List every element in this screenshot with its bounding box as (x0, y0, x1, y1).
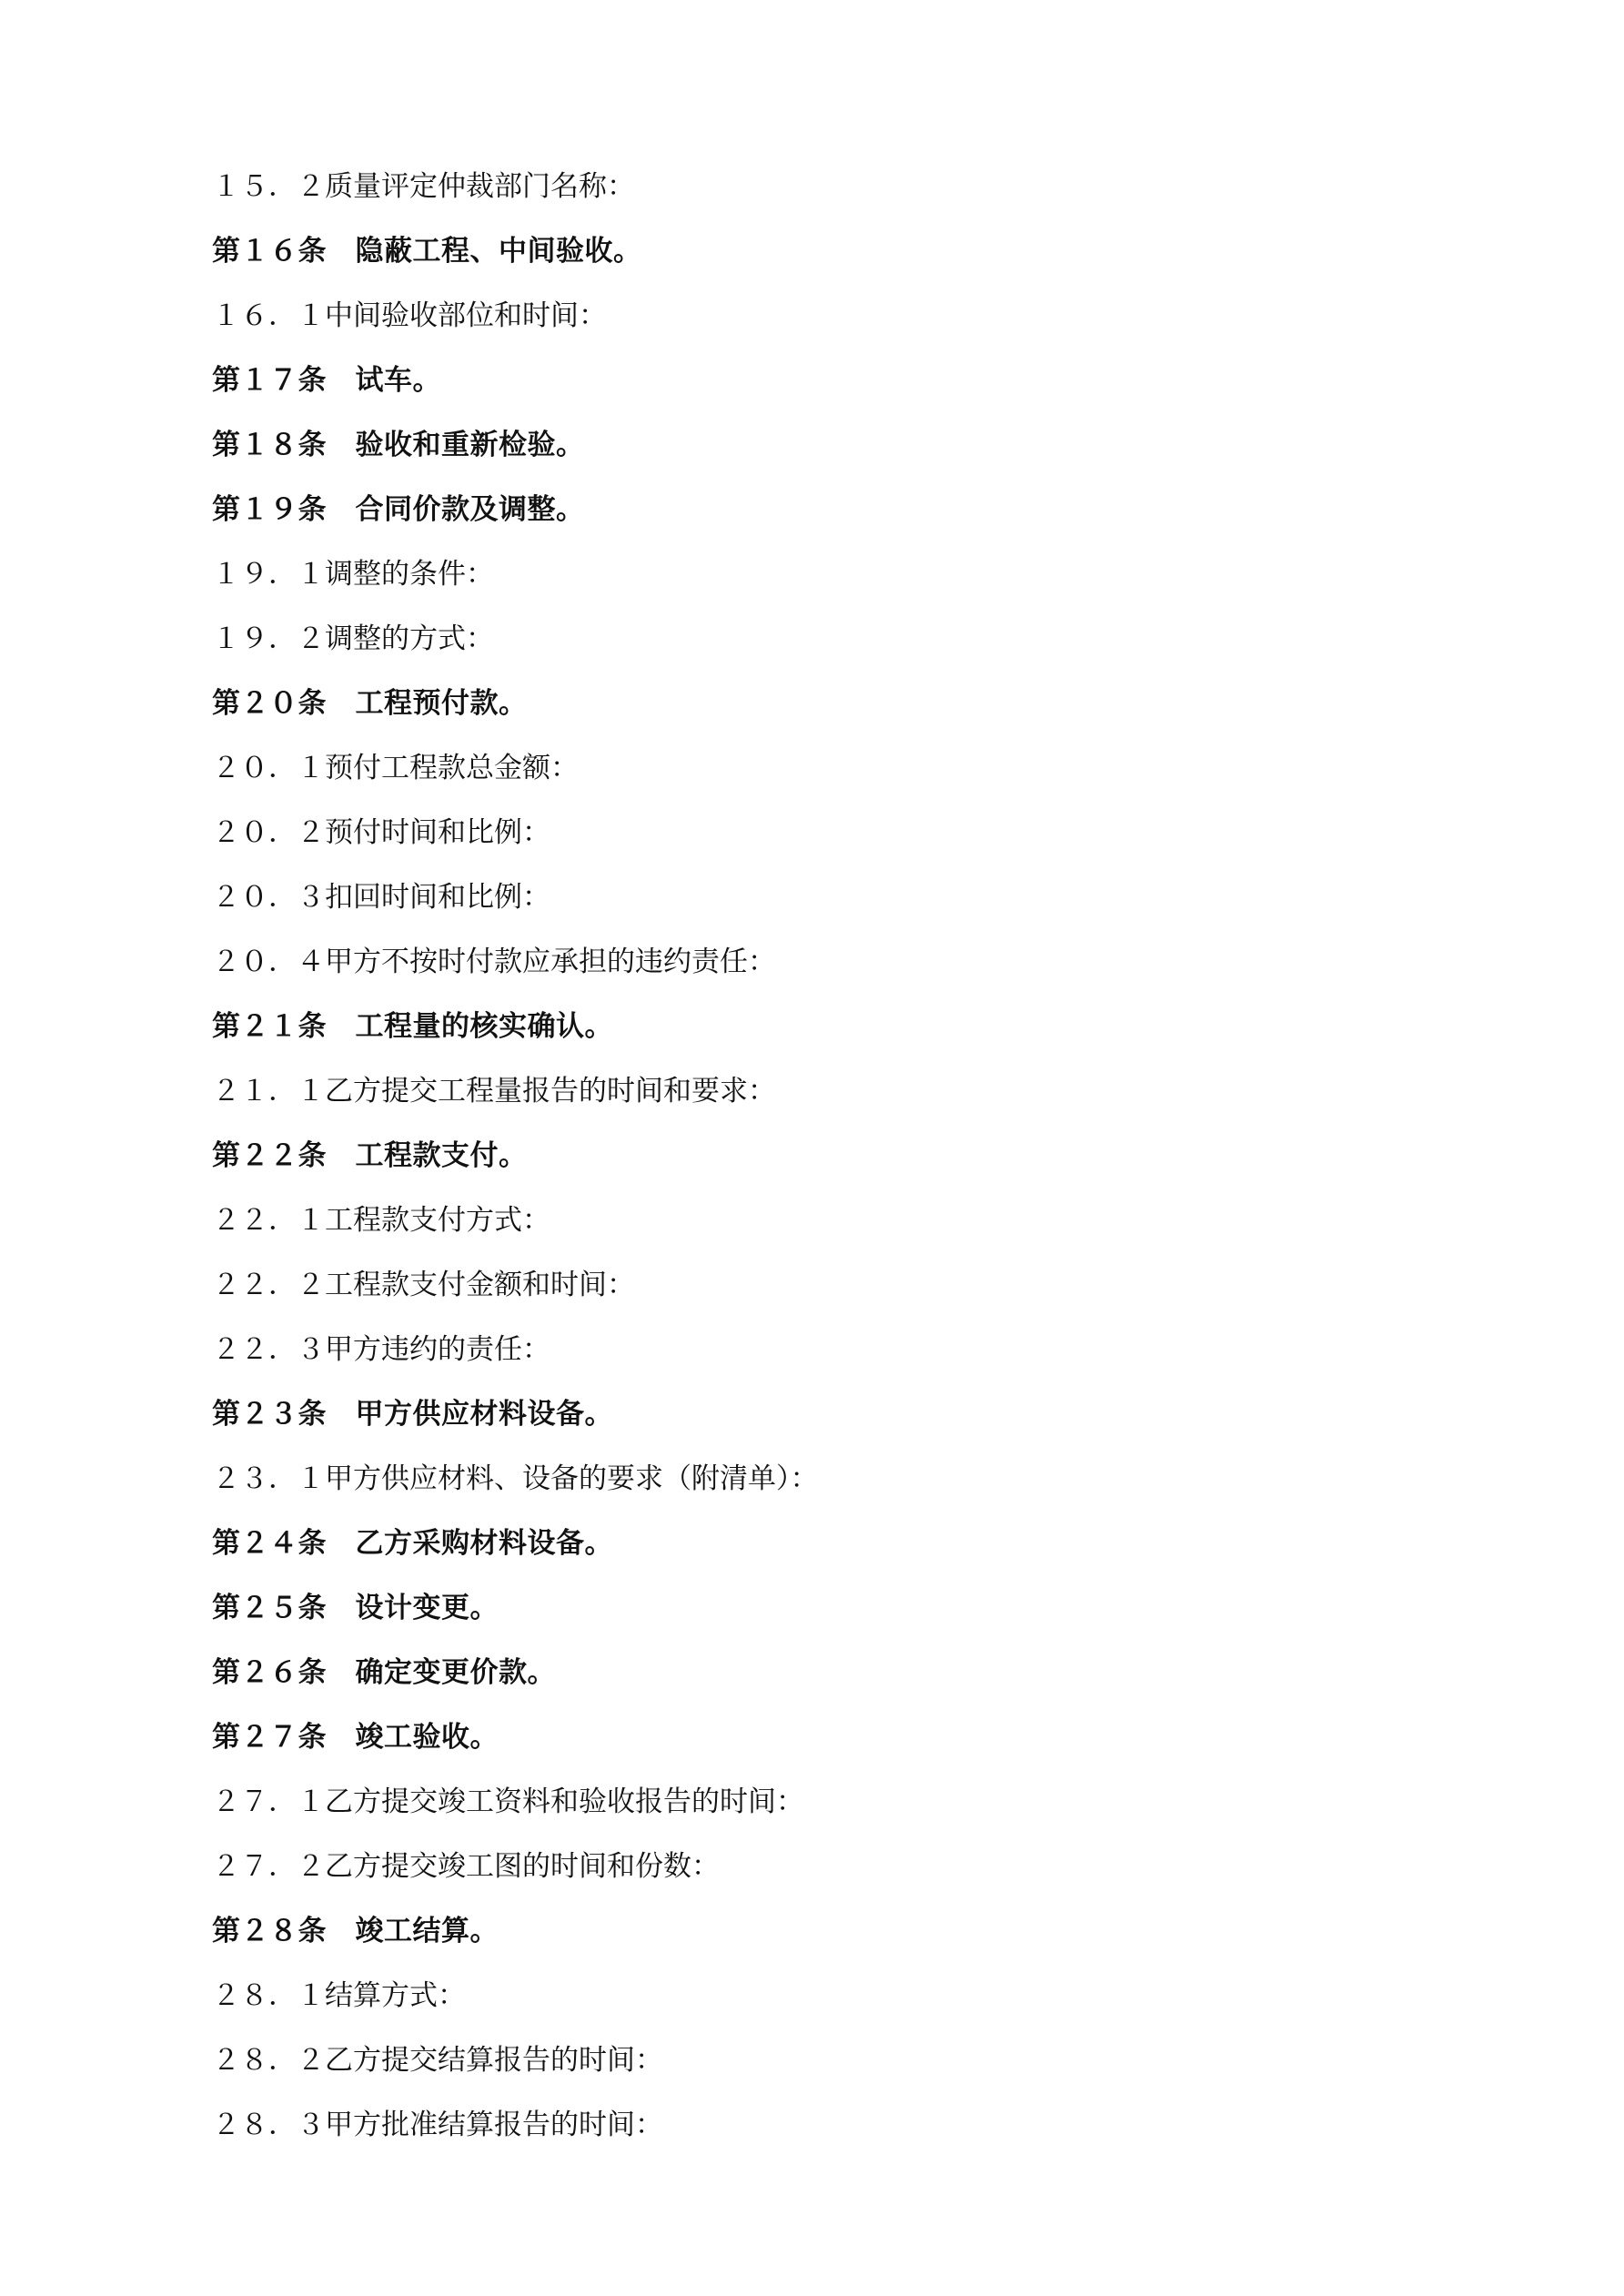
clause-28-2: ２８．２乙方提交结算报告的时间： (212, 2044, 663, 2077)
clause-22-1: ２２．１工程款支付方式： (212, 1204, 550, 1237)
article-24-heading: 第２４条 乙方采购材料设备。 (212, 1527, 613, 1560)
clause-16-1: １６．１中间验收部位和时间： (212, 299, 607, 332)
clause-22-3: ２２．３甲方违约的责任： (212, 1333, 550, 1366)
article-23-heading: 第２３条 甲方供应材料设备。 (212, 1398, 613, 1431)
clause-20-3: ２０．３扣回时间和比例： (212, 881, 550, 914)
clause-19-1: １９．１调整的条件： (212, 558, 494, 591)
clause-20-4: ２０．４甲方不按时付款应承担的违约责任： (212, 946, 776, 978)
article-28-heading: 第２８条 竣工结算。 (212, 1915, 499, 1947)
article-26-heading: 第２６条 确定变更价款。 (212, 1656, 556, 1689)
clause-20-1: ２０．１预付工程款总金额： (212, 752, 579, 784)
article-20-heading: 第２０条 工程预付款。 (212, 687, 528, 720)
article-19-heading: 第１９条 合同价款及调整。 (212, 493, 585, 526)
article-18-heading: 第１８条 验收和重新检验。 (212, 429, 585, 461)
clause-23-1: ２３．１甲方供应材料、设备的要求（附清单）： (212, 1462, 819, 1495)
article-21-heading: 第２１条 工程量的核实确认。 (212, 1010, 613, 1043)
article-27-heading: 第２７条 竣工验收。 (212, 1721, 499, 1754)
clause-20-2: ２０．２预付时间和比例： (212, 816, 550, 849)
clause-22-2: ２２．２工程款支付金额和时间： (212, 1269, 635, 1301)
clause-28-1: ２８．１结算方式： (212, 1979, 466, 2012)
article-17-heading: 第１７条 试车。 (212, 364, 441, 397)
article-25-heading: 第２５条 设计变更。 (212, 1592, 499, 1624)
article-22-heading: 第２２条 工程款支付。 (212, 1139, 528, 1172)
clause-27-1: ２７．１乙方提交竣工资料和验收报告的时间： (212, 1785, 804, 1818)
clause-19-2: １９．２调整的方式： (212, 622, 494, 655)
document-body (212, 167, 1413, 2170)
clause-15-2: １５．２质量评定仲裁部门名称： (212, 170, 635, 203)
article-16-heading: 第１６条 隐蔽工程、中间验收。 (212, 235, 642, 268)
clause-27-2: ２７．２乙方提交竣工图的时间和份数： (212, 1850, 720, 1883)
clause-21-1: ２１．１乙方提交工程量报告的时间和要求： (212, 1075, 776, 1108)
clause-28-3: ２８．３甲方批准结算报告的时间： (212, 2109, 663, 2141)
